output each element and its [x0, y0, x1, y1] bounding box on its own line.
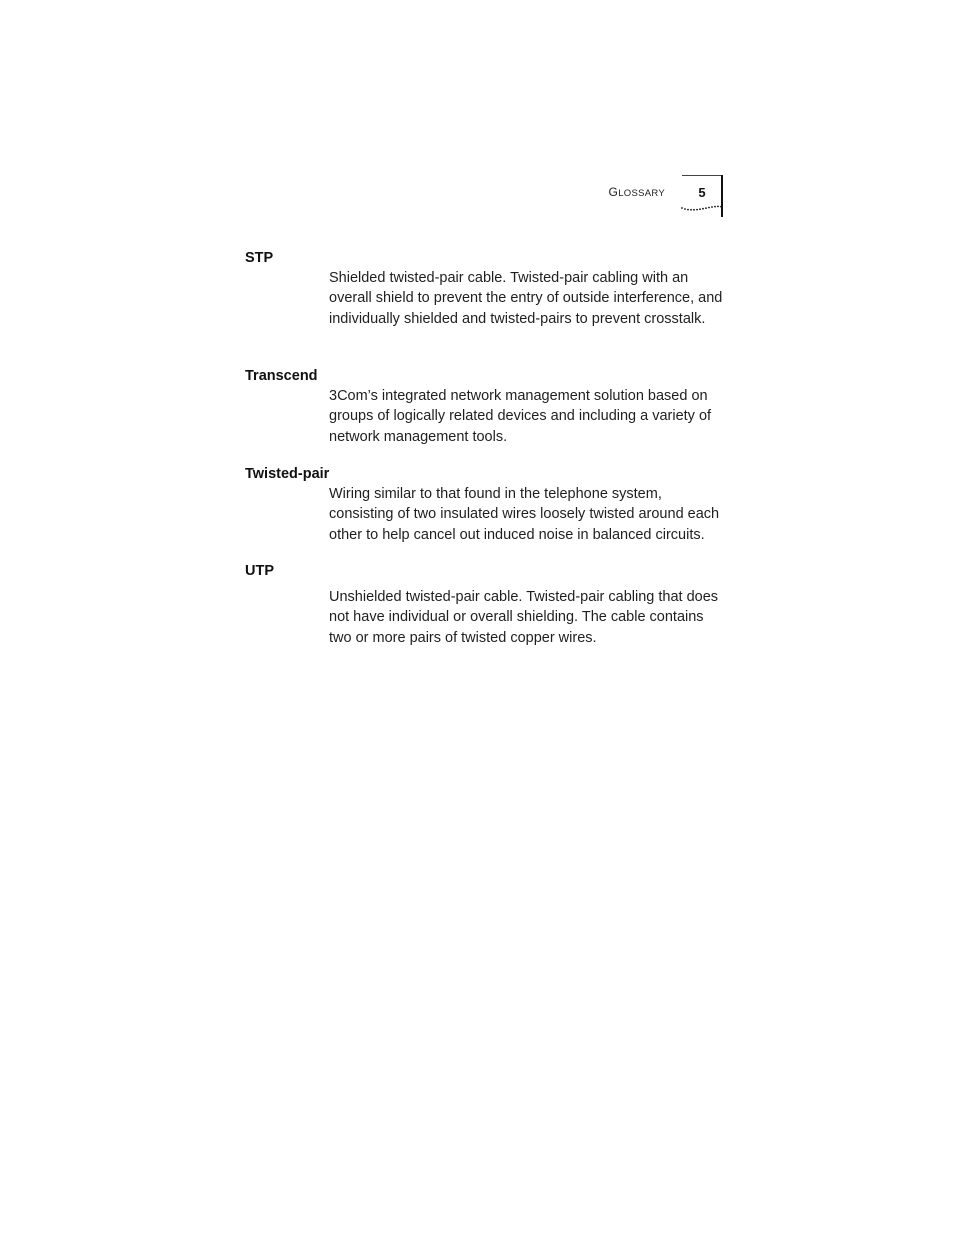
dotted-curve-decoration — [680, 200, 724, 214]
page-number: 5 — [698, 185, 706, 200]
running-head-rest: LOSSARY — [618, 188, 665, 199]
term-definition: Shielded twisted-pair cable. Twisted-pair cabling with an overall shield to prevent the entry of outside interference, and individually shielded and twisted-pairs to prevent crosstalk. — [329, 270, 723, 327]
glossary-entry-utp — [245, 561, 725, 648]
term-heading: Transcend — [245, 368, 318, 384]
glossary-entry-twisted-pair — [245, 464, 725, 561]
term-definition: Unshielded twisted-pair cable. Twisted-pair cabling that does not have individual or overall shielding. The cable contains two or more pairs of twisted copper wires. — [329, 589, 719, 646]
glossary-list — [245, 248, 725, 648]
glossary-entry-transcend — [245, 366, 725, 464]
header-top-line — [682, 175, 723, 176]
term-heading: STP — [245, 250, 274, 266]
running-head-initial: G — [608, 185, 619, 199]
term-definition: 3Com’s integrated network management solution based on groups of logically related devices and including a variety of network management tools. — [329, 388, 712, 445]
page-header — [560, 174, 726, 218]
glossary-entry-stp — [245, 248, 725, 366]
running-head — [609, 185, 665, 199]
term-heading: UTP — [245, 563, 274, 579]
term-heading: Twisted-pair — [245, 466, 330, 482]
term-definition: Wiring similar to that found in the telephone system, consisting of two insulated wires loosely twisted around each other to help cancel out induced noise in balanced circuits. — [329, 486, 720, 543]
